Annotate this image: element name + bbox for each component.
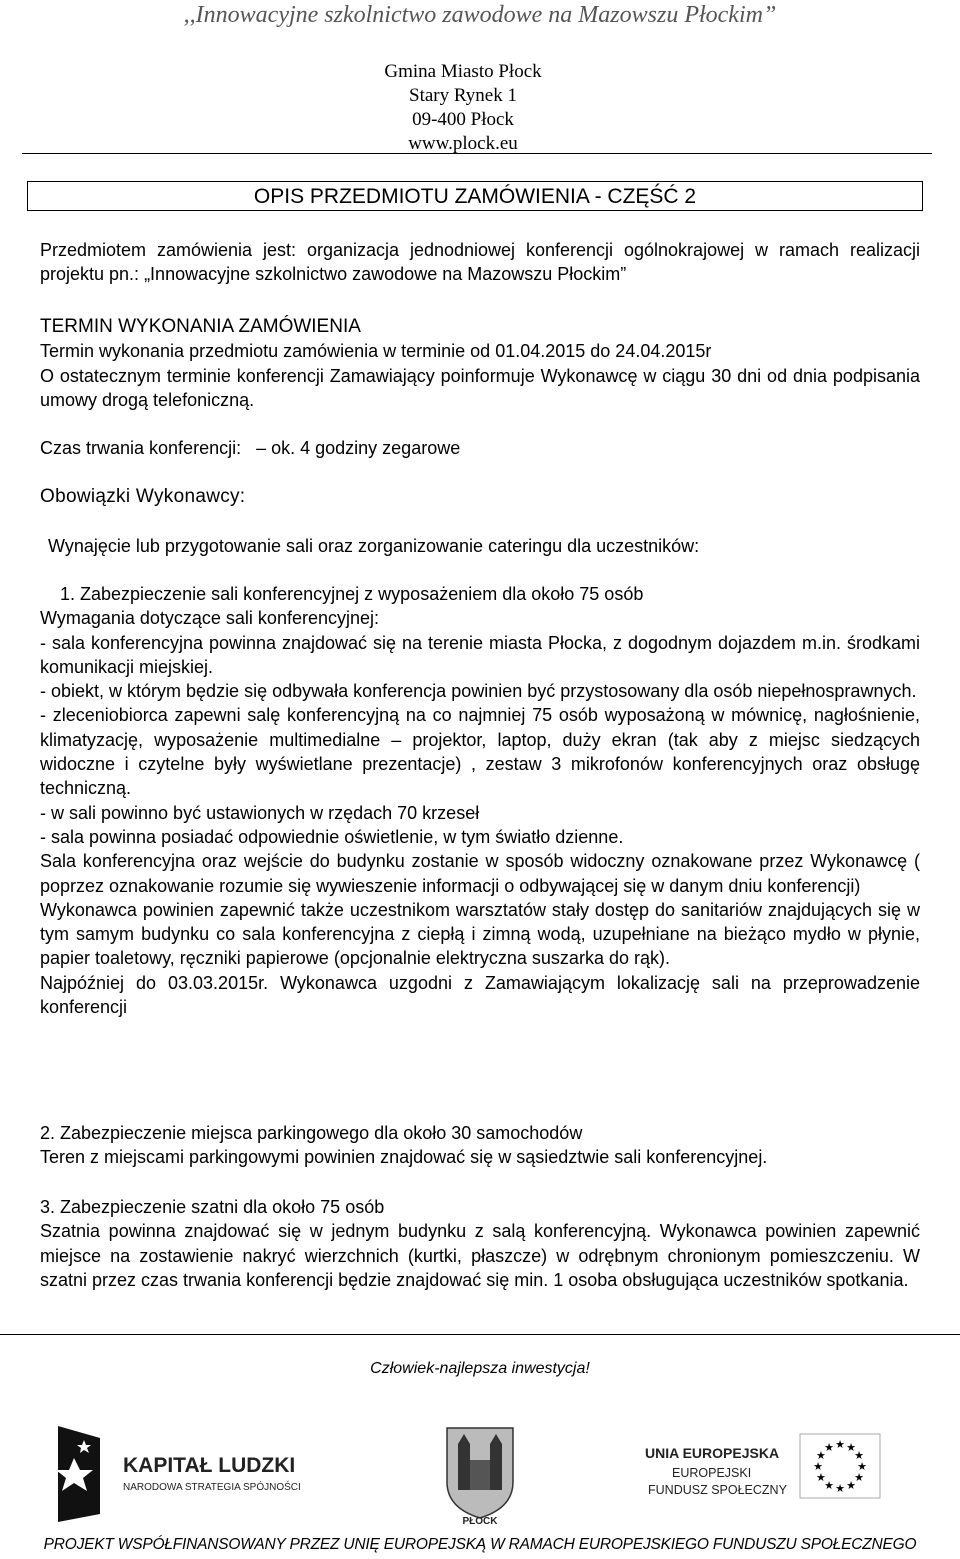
kapital-ludzki-title: KAPITAŁ LUDZKI [123, 1454, 296, 1477]
eu-star-icon: ★ [835, 1439, 845, 1451]
requirement-line: Najpóźniej do 03.03.2015r. Wykonawca uzgodni z Zamawiającym lokalizację sali na przeprowadzenie konferencji [40, 972, 920, 1018]
item-1-section [40, 582, 920, 1019]
eu-star-icon: ★ [835, 1483, 845, 1495]
logo-strip [0, 1418, 960, 1526]
eu-star-icon: ★ [815, 1472, 826, 1484]
obowiazki-heading: Obowiązki Wykonawcy: [40, 486, 246, 507]
czas-label: Czas trwania konferencji: [40, 438, 242, 458]
requirement-line: - zleceniobiorca zapewni salę konferencyjną na co najmniej 75 osób wyposażoną w mównicę, nagłośnienie, klimatyzację, wyposażenie multimedialne – projektor, laptop, duży ekran (tak aby z miejsc siedzących widoczne i czytelne były wyświetlane prezentacje) , zestaw 3 mikrofonów konferencyjnych oraz obsługę techniczną. [40, 705, 920, 799]
address-block [0, 60, 926, 156]
requirement-line: Wymagania dotyczące sali konferencyjnej: [40, 608, 380, 629]
plock-coat-of-arms [447, 1428, 513, 1526]
ue-line-1: UNIA EUROPEJSKA [645, 1445, 780, 1461]
eu-star-icon: ★ [824, 1441, 834, 1454]
project-title: ,,Innowacyjne szkolnictwo zawodowe na Mazowszu Płockim” [183, 2, 777, 28]
footer-divider [0, 1334, 960, 1335]
footer-motto: Człowiek-najlepsza inwestycja! [370, 1360, 590, 1377]
eu-star-icon: ★ [813, 1461, 823, 1473]
intro-paragraph: Przedmiotem zamówienia jest: organizacja jednodniowej konferencji ogólnokrajowej w ramach realizacji projektu pn.: „Innowacyjne szkolnictwo zawodowe na Mazowszu Płockim” [40, 240, 920, 285]
item-3-section [40, 1195, 920, 1292]
eu-star-icon: ★ [854, 1450, 865, 1462]
eu-star-icon: ★ [846, 1441, 856, 1454]
requirement-line: Wykonawca powinien zapewnić także uczestnikom warsztatów stały dostęp do sanitariów znajdujących się w tym samym budynku co sala konferencyjna z ciepłą i zimną wodą, uzupełniane na bieżąco mydło w płynie, papier toaletowy, ręczniki papierowe (opcjonalnie elektryczna suszarka do rąk). [40, 899, 920, 969]
address-url: www.plock.eu [408, 133, 518, 154]
plock-label: PŁOCK [462, 1516, 498, 1526]
kapital-ludzki-logo [56, 1426, 301, 1522]
eu-star-icon: ★ [846, 1480, 856, 1493]
eu-star-icon: ★ [854, 1472, 865, 1484]
header-divider [22, 153, 932, 154]
ue-line-2: EUROPEJSKI [672, 1466, 752, 1480]
item-2-section [40, 1121, 920, 1170]
gate-icon [470, 1460, 490, 1490]
section-title: OPIS PRZEDMIOTU ZAMÓWIENIA - CZĘŚĆ 2 [27, 181, 923, 211]
termin-heading: TERMIN WYKONANIA ZAMÓWIENIA [40, 316, 361, 337]
czas-value: – ok. 4 godziny zegarowe [256, 438, 461, 458]
termin-line: Termin wykonania przedmiotu zamówienia w terminie od 01.04.2015 do 24.04.2015r [40, 341, 712, 362]
kapital-ludzki-subtitle: NARODOWA STRATEGIA SPÓJNOŚCI [123, 1482, 301, 1493]
unia-europejska-logo [645, 1434, 880, 1498]
termin-section [40, 315, 920, 412]
address-line: Stary Rynek 1 [409, 85, 517, 106]
item-2-text: Teren z miejscami parkingowymi powinien znajdować się w sąsiedztwie sali konferencyjnej. [40, 1147, 768, 1168]
requirement-line: Sala konferencyjna oraz wejście do budynku zostanie w sposób widoczny oznakowane przez Wykonawcę ( poprzez oznakowanie rozumie się wywieszenie informacji o odbywającej się w danym dniu konferencji) [40, 851, 920, 896]
tower-icon [458, 1444, 470, 1490]
ue-line-3: FUNDUSZ SPOŁECZNY [648, 1483, 787, 1497]
termin-note: O ostatecznym terminie konferencji Zamawiający poinformuje Wykonawcę w ciągu 30 dni od dnia podpisania umowy drogą telefoniczną. [40, 365, 920, 410]
address-line: Gmina Miasto Płock [384, 61, 542, 82]
cofinance-line: PROJEKT WSPÓŁFINANSOWANY PRZEZ UNIĘ EUROPEJSKĄ W RAMACH EUROPEJSKIEGO FUNDUSZU SPOŁECZNEGO [43, 1536, 917, 1553]
eu-star-icon: ★ [824, 1480, 834, 1493]
tower-icon [490, 1444, 502, 1490]
address-line: 09-400 Płock [412, 109, 514, 130]
wynajecie-line: Wynajęcie lub przygotowanie sali oraz zorganizowanie cateringu dla uczestników: [48, 536, 700, 556]
requirement-line: - sala powinna posiadać odpowiednie oświetlenie, w tym światło dzienne. [40, 826, 624, 847]
item-3-text: Szatnia powinna znajdować się w jednym budynku z salą konferencyjną. Wykonawca powinien zapewnić miejsce na zostawienie nakryć wierzchnich (kurtki, płaszcze) w odrębnym chronionym pomieszczeniu. W szatni przez czas trwania konferencji będzie znajdować się min. 1 osoba obsługująca uczestników spotkania. [40, 1221, 920, 1290]
eu-star-icon: ★ [815, 1450, 826, 1462]
item-2-title: 2. Zabezpieczenie miejsca parkingowego dla około 30 samochodów [40, 1123, 583, 1143]
eu-star-icon: ★ [857, 1461, 867, 1473]
czas-line [40, 436, 920, 460]
item-1-title: 1. Zabezpieczenie sali konferencyjnej z wyposażeniem dla około 75 osób [60, 584, 644, 604]
requirement-line: - w sali powinno być ustawionych w rzędach 70 krzeseł [40, 802, 480, 823]
item-3-title: 3. Zabezpieczenie szatni dla około 75 osób [40, 1197, 385, 1217]
requirement-line: - obiekt, w którym będzie się odbywała konferencja powinien być przystosowany dla osób niepełnosprawnych. [40, 681, 917, 702]
requirement-line: - sala konferencyjna powinna znajdować się na terenie miasta Płocka, z dogodnym dojazdem m.in. środkami komunikacji miejskiej. [40, 632, 920, 677]
